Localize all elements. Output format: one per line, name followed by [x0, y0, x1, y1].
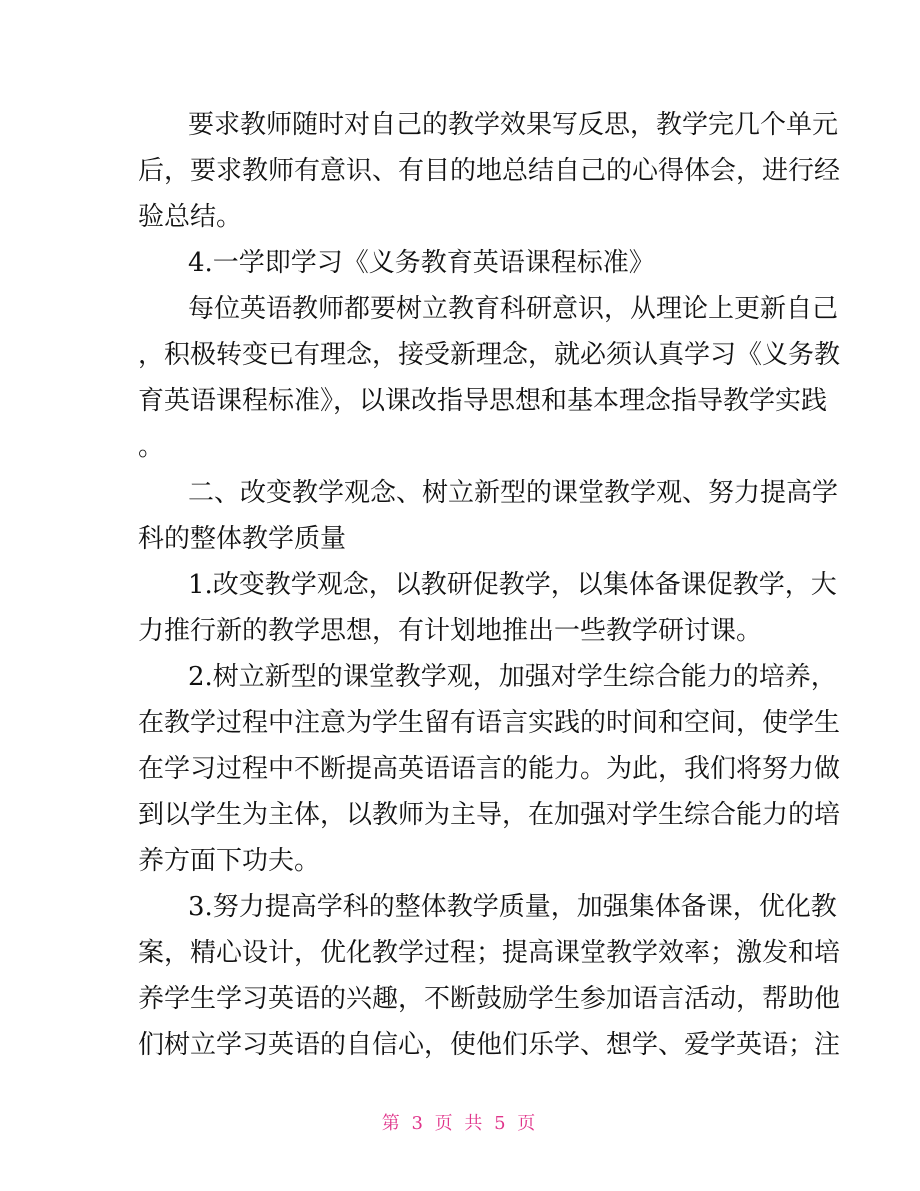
text-line: 1.改变教学观念，以教研促教学，以集体备课促教学，大 — [188, 570, 837, 600]
text-line: 每位英语教师都要树立教育科研意识，从理论上更新自己 — [188, 294, 839, 324]
text-line: 力推行新的教学思想，有计划地推出一些教学研讨课。 — [138, 616, 763, 646]
text-line: 养学生学习英语的兴趣，不断鼓励学生参加语言活动，帮助他 — [138, 984, 841, 1014]
text-line: 2.树立新型的课堂教学观，加强对学生综合能力的培养， — [188, 662, 837, 692]
text-line: 案，精心设计，优化教学过程；提高课堂教学效率；激发和培 — [138, 938, 841, 968]
page-number-footer: 第 3 页 共 5 页 — [381, 1113, 539, 1134]
text-line: 3.努力提高学科的整体教学质量，加强集体备课，优化教 — [188, 892, 837, 922]
section-heading: 二、改变教学观念、树立新型的课堂教学观、努力提高学 — [188, 478, 839, 508]
text-line: 。 — [138, 432, 165, 462]
text-line: 养方面下功夫。 — [138, 846, 321, 876]
text-line: 育英语课程标准》，以课改指导思想和基本理念指导教学实践 — [138, 386, 828, 416]
text-line: ，积极转变已有理念，接受新理念，就必须认真学习《义务教 — [138, 340, 841, 370]
text-line: 到以学生为主体，以教师为主导，在加强对学生综合能力的培 — [138, 800, 841, 830]
text-line: 后，要求教师有意识、有目的地总结自己的心得体会，进行经 — [138, 156, 841, 186]
text-line: 要求教师随时对自己的教学效果写反思，教学完几个单元 — [188, 110, 839, 140]
text-line: 验总结。 — [138, 202, 243, 232]
document-body — [138, 102, 841, 1068]
section-heading: 4.一学即学习《义务教育英语课程标准》 — [188, 248, 655, 278]
text-line: 在教学过程中注意为学生留有语言实践的时间和空间，使学生 — [138, 708, 841, 738]
section-heading: 科的整体教学质量 — [138, 524, 347, 554]
text-line: 在学习过程中不断提高英语语言的能力。为此，我们将努力做 — [138, 754, 841, 784]
text-line: 们树立学习英语的自信心，使他们乐学、想学、爱学英语；注 — [138, 1030, 841, 1060]
